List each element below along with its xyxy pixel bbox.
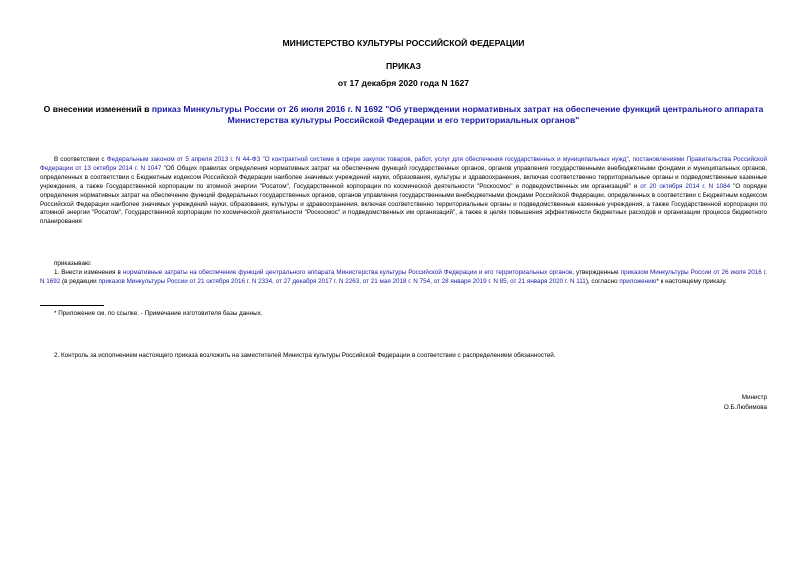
title-order-link[interactable]: приказ Минкультуры России от 26 июля 2016 г. N 1692 "Об утверждении нормативных затрат на обеспечение функций центрального аппарата Министерства культуры Российской Федерации и его территориальных органов" — [151, 104, 764, 125]
item-2-paragraph: 2. Контроль за исполнением настоящего приказа возложить на заместителей Министра культуры Российской Федерации в соответствии с распределением обязанностей. — [54, 352, 556, 359]
footnote: * Приложение см. по ссылке. - Примечание изготовителя базы данных. — [54, 310, 263, 317]
item-1-text-c: (в редакции — [60, 277, 99, 285]
government-resolution-1047-link[interactable]: постановлениями Правительства Российской Федерации от 13 октября 2014 г. N 1047 — [40, 156, 768, 172]
footnote-divider — [40, 305, 104, 306]
appendix-link[interactable]: приложению — [619, 277, 657, 285]
preamble-paragraph — [40, 156, 767, 227]
item-1-text-d: ), согласно — [585, 277, 620, 285]
order-1692-link[interactable]: приказом Минкультуры России от 26 июля 2016 г. N 1692 — [40, 269, 767, 285]
preamble-text-c: "Об Общих правилах определения нормативных затрат на обеспечение функций государственных органов, органов управления государственными внебюджетными фондами и муниципальных органов, определенных в соответствии с Бюджетным кодексом Российской Федерации наиболее значимых учреждений науки, образования, культуры и здравоохранения, включая соответственно территориальные органы и подведомственные казенные учреждения, а также Государственной корпорации по атомной энергии "Росатом", Государственной корпорации по космической деятельности "Роскосмос" и подведомственных им организаций" и — [40, 164, 767, 190]
title-prefix: О внесении изменений в — [43, 104, 152, 114]
order-word-paragraph: приказываю: — [54, 260, 92, 267]
ministry-heading: МИНИСТЕРСТВО КУЛЬТУРЫ РОССИЙСКОЙ ФЕДЕРАЦИИ — [282, 38, 525, 48]
government-resolution-1084-link[interactable]: от 20 октября 2014 г. N 1084 — [640, 182, 731, 190]
document-date-number: от 17 декабря 2020 года N 1627 — [337, 78, 470, 88]
item-1-text-e: * к настоящему приказу. — [656, 277, 727, 285]
federal-law-link[interactable]: Федеральным законом от 5 апреля 2013 г. N 44-ФЗ "О контрактной системе в сфере закупок товаров, работ, услуг для обеспечения государственных и муниципальных нужд" — [106, 156, 629, 163]
preamble-text-a: В соответствии с — [54, 156, 107, 163]
document-title — [40, 104, 767, 126]
signatory-name: О.Б.Любимова — [723, 404, 767, 411]
amending-orders-link[interactable]: приказов Минкультуры России от 21 октября 2016 г. N 2334, от 27 декабря 2017 г. N 2263, от 21 мая 2018 г. N 754, от 28 января 2019 г. N 85, от 21 января 2020 г. N 111 — [98, 277, 586, 285]
normative-costs-link[interactable]: нормативные затраты на обеспечение функций центрального аппарата Министерства культуры Российской Федерации и его территориальных органов — [122, 269, 573, 276]
item-1-paragraph — [40, 269, 767, 287]
signatory-position: Министр — [741, 394, 767, 401]
item-1-text-b: , утвержденные — [572, 269, 621, 276]
preamble-text-d: "О порядке определения нормативных затрат на обеспечение функций федеральных государственных органов, органов управления государственными внебюджетными фондами Российской Федерации, определенных в соответствии с Бюджетным кодексом Российской Федерации наиболее значимых учреждений науки, образования, культуры и здравоохранения, включая соответственно территориальные органы и подведомственные казенные учреждения, а также Государственной корпорации по атомной энергии "Росатом", Государственной корпорации по космической деятельности "Роскосмос" и подведомственных им организаций", а также в целях повышения эффективности бюджетных расходов и организации процесса бюджетного планирования — [40, 182, 767, 226]
document-type-heading: ПРИКАЗ — [386, 61, 421, 71]
preamble-text-b: , — [628, 156, 633, 163]
item-1-text-a: 1. Внести изменения в — [54, 269, 123, 276]
